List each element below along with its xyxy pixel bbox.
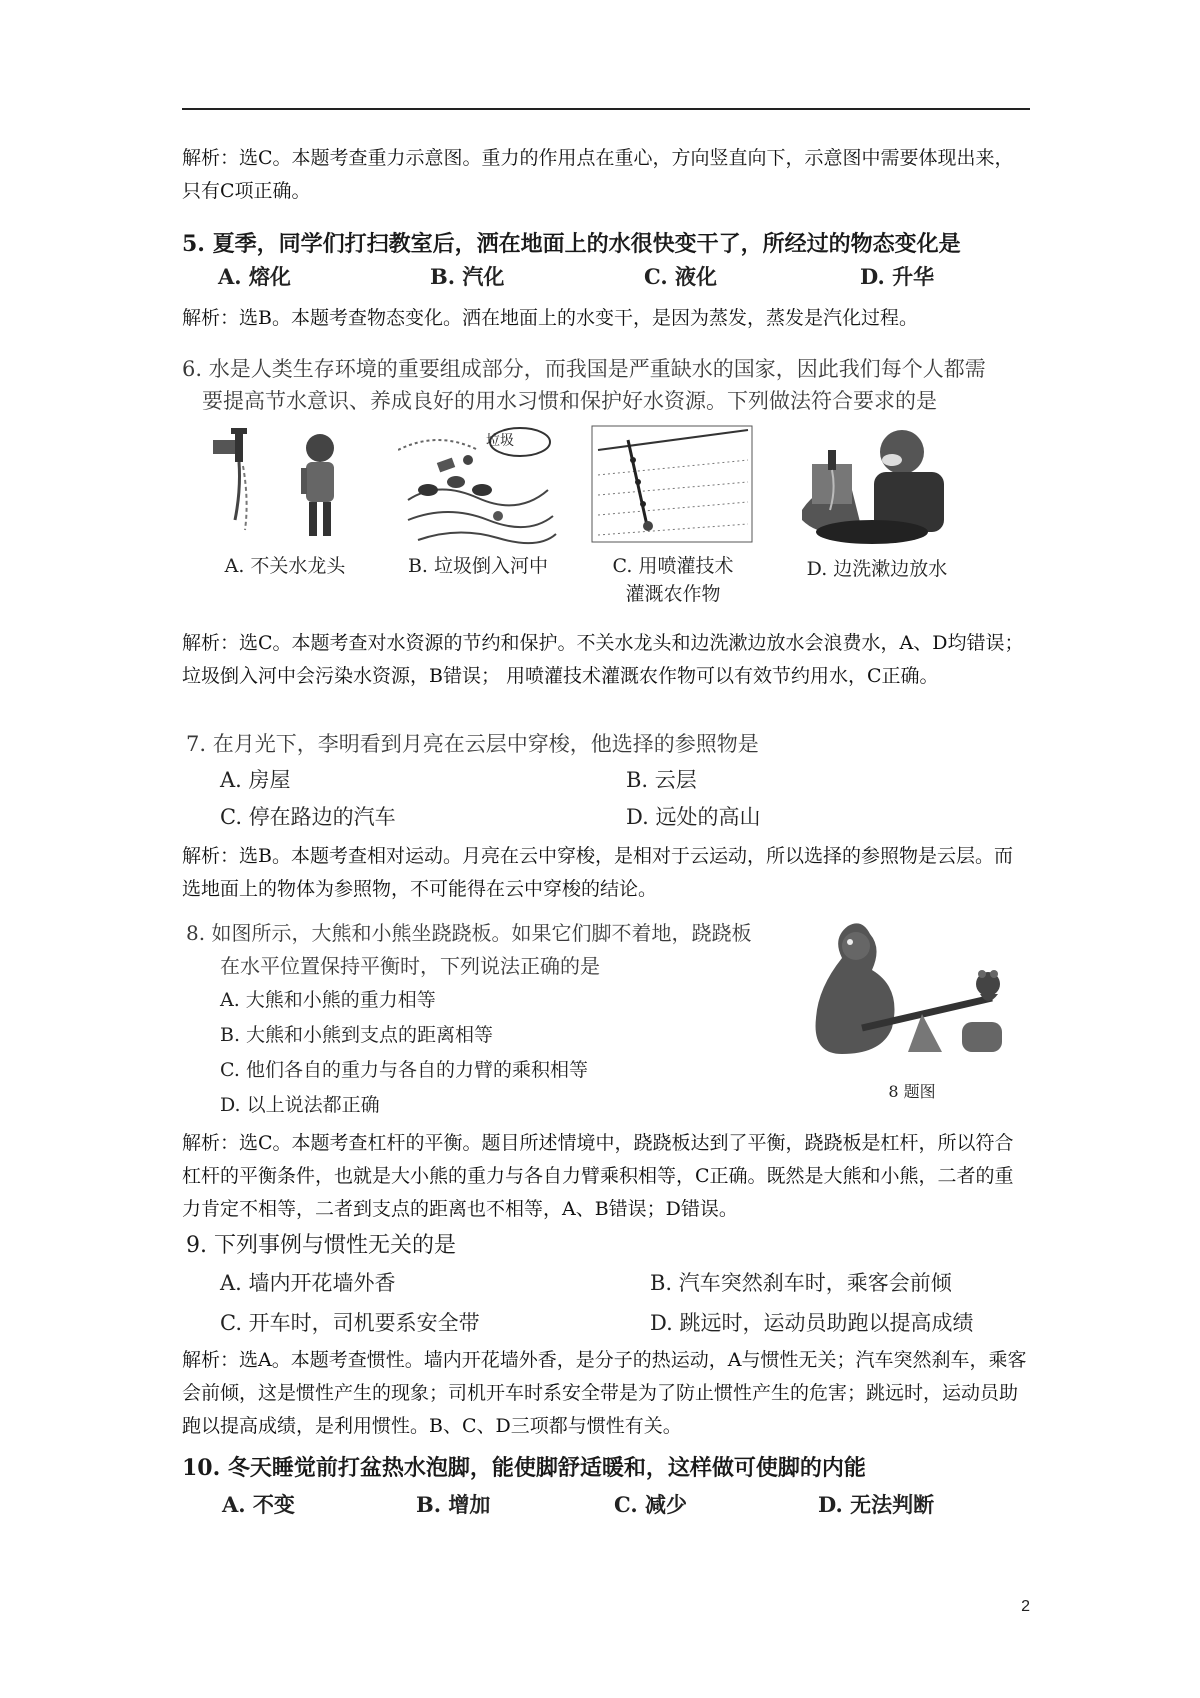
question-6-stem-line1: 6. 水是人类生存环境的重要组成部分，而我国是严重缺水的国家，因此我们每个人都需 — [182, 357, 986, 381]
analysis-q4: 解析：选C。本题考查重力示意图。重力的作用点在重心，方向竖直向下，示意图中需要体现出来，只有C项正确。 — [182, 147, 1014, 202]
q5-option-b: B. 汽化 — [430, 264, 505, 289]
q8-figure-seesaw — [812, 918, 1012, 1058]
q8-option-c: C. 他们各自的重力与各自的力臂的乘积相等 — [220, 1059, 588, 1081]
q10-option-b: B. 增加 — [416, 1492, 491, 1517]
page-number: 2 — [1021, 1598, 1030, 1615]
question-8-stem-line1: 8. 如图所示，大熊和小熊坐跷跷板。如果它们脚不着地，跷跷板 — [186, 921, 752, 945]
analysis-q9: 解析：选A。本题考查惯性。墙内开花墙外香，是分子的热运动，A与惯性无关；汽车突然刹车，乘客会前倾，这是惯性产生的现象；司机开车时系安全带是为了防止惯性产生的危害；跳远时，运动员助跑以提高成绩，是利用惯性。B、C、D三项都与惯性有关。 — [182, 1349, 1027, 1437]
q6-image-sprinkler — [588, 420, 758, 550]
analysis-q6: 解析：选C。本题考查对水资源的节约和保护。不关水龙头和边洗漱边放水会浪费水，A、D均错误；垃圾倒入河中会污染水资源，B错误； 用喷灌技术灌溉农作物可以有效节约用水，C正确。 — [182, 632, 1024, 687]
analysis-q5: 解析：选B。本题考查物态变化。洒在地面上的水变干，是因为蒸发，蒸发是汽化过程。 — [182, 307, 918, 329]
q10-option-c: C. 减少 — [614, 1492, 687, 1517]
q10-option-a: A. 不变 — [222, 1492, 295, 1517]
q9-option-a: A. 墙内开花墙外香 — [220, 1271, 396, 1295]
q7-option-d: D. 远处的高山 — [626, 805, 761, 829]
question-6-stem-line2: 要提高节水意识、养成良好的用水习惯和保护好水资源。下列做法符合要求的是 — [202, 389, 937, 413]
q6-image-faucet — [205, 420, 365, 550]
q6-image-washing — [782, 420, 972, 550]
q5-option-a: A. 熔化 — [218, 264, 291, 289]
question-8-stem-line2: 在水平位置保持平衡时，下列说法正确的是 — [220, 954, 600, 978]
q8-option-b: B. 大熊和小熊到支点的距离相等 — [220, 1024, 494, 1046]
q8-option-a: A. 大熊和小熊的重力相等 — [220, 989, 436, 1011]
analysis-q7: 解析：选B。本题考查相对运动。月亮在云中穿梭，是相对于云运动，所以选择的参照物是云层。而选地面上的物体为参照物，不可能得在云中穿梭的结论。 — [182, 845, 1013, 900]
q7-option-a: A. 房屋 — [220, 768, 291, 792]
q7-option-b: B. 云层 — [626, 768, 697, 792]
q6-image-trash-river — [398, 420, 558, 550]
q6-caption-b: B. 垃圾倒入河中 — [407, 555, 549, 577]
q8-figure-caption: 8 题图 — [888, 1082, 936, 1101]
header-rule — [182, 108, 1030, 110]
q6-caption-a: A. 不关水龙头 — [224, 555, 346, 577]
q6-caption-d: D. 边洗漱边放水 — [806, 558, 948, 580]
q10-option-d: D. 无法判断 — [818, 1492, 935, 1517]
q9-option-d: D. 跳远时，运动员助跑以提高成绩 — [650, 1311, 974, 1335]
question-9-stem: 9. 下列事例与惯性无关的是 — [186, 1233, 456, 1258]
q7-option-c: C. 停在路边的汽车 — [220, 805, 396, 829]
question-5-stem: 5. 夏季，同学们打扫教室后，洒在地面上的水很快变干了，所经过的物态变化是 — [182, 231, 961, 257]
question-7-stem: 7. 在月光下，李明看到月亮在云层中穿梭，他选择的参照物是 — [186, 732, 759, 756]
q5-option-d: D. 升华 — [860, 264, 935, 289]
q6-caption-c-line1: C. 用喷灌技术 — [612, 555, 734, 577]
q6-trash-label: 垃圾 — [486, 433, 514, 449]
q9-option-c: C. 开车时，司机要系安全带 — [220, 1311, 480, 1335]
analysis-q8: 解析：选C。本题考查杠杆的平衡。题目所述情境中，跷跷板达到了平衡，跷跷板是杠杆，所以符合杠杆的平衡条件，也就是大小熊的重力与各自力臂乘积相等，C正确。既然是大熊和小熊，二者的重力肯定不相等，二者到支点的距离也不相等，A、B错误；D错误。 — [182, 1132, 1014, 1220]
question-10-stem: 10. 冬天睡觉前打盆热水泡脚，能使脚舒适暖和，这样做可使脚的内能 — [182, 1455, 866, 1481]
q9-option-b: B. 汽车突然刹车时，乘客会前倾 — [650, 1271, 952, 1295]
q6-caption-c-line2: 灌溉农作物 — [625, 583, 721, 605]
q5-option-c: C. 液化 — [644, 264, 717, 289]
q8-option-d: D. 以上说法都正确 — [220, 1094, 380, 1116]
